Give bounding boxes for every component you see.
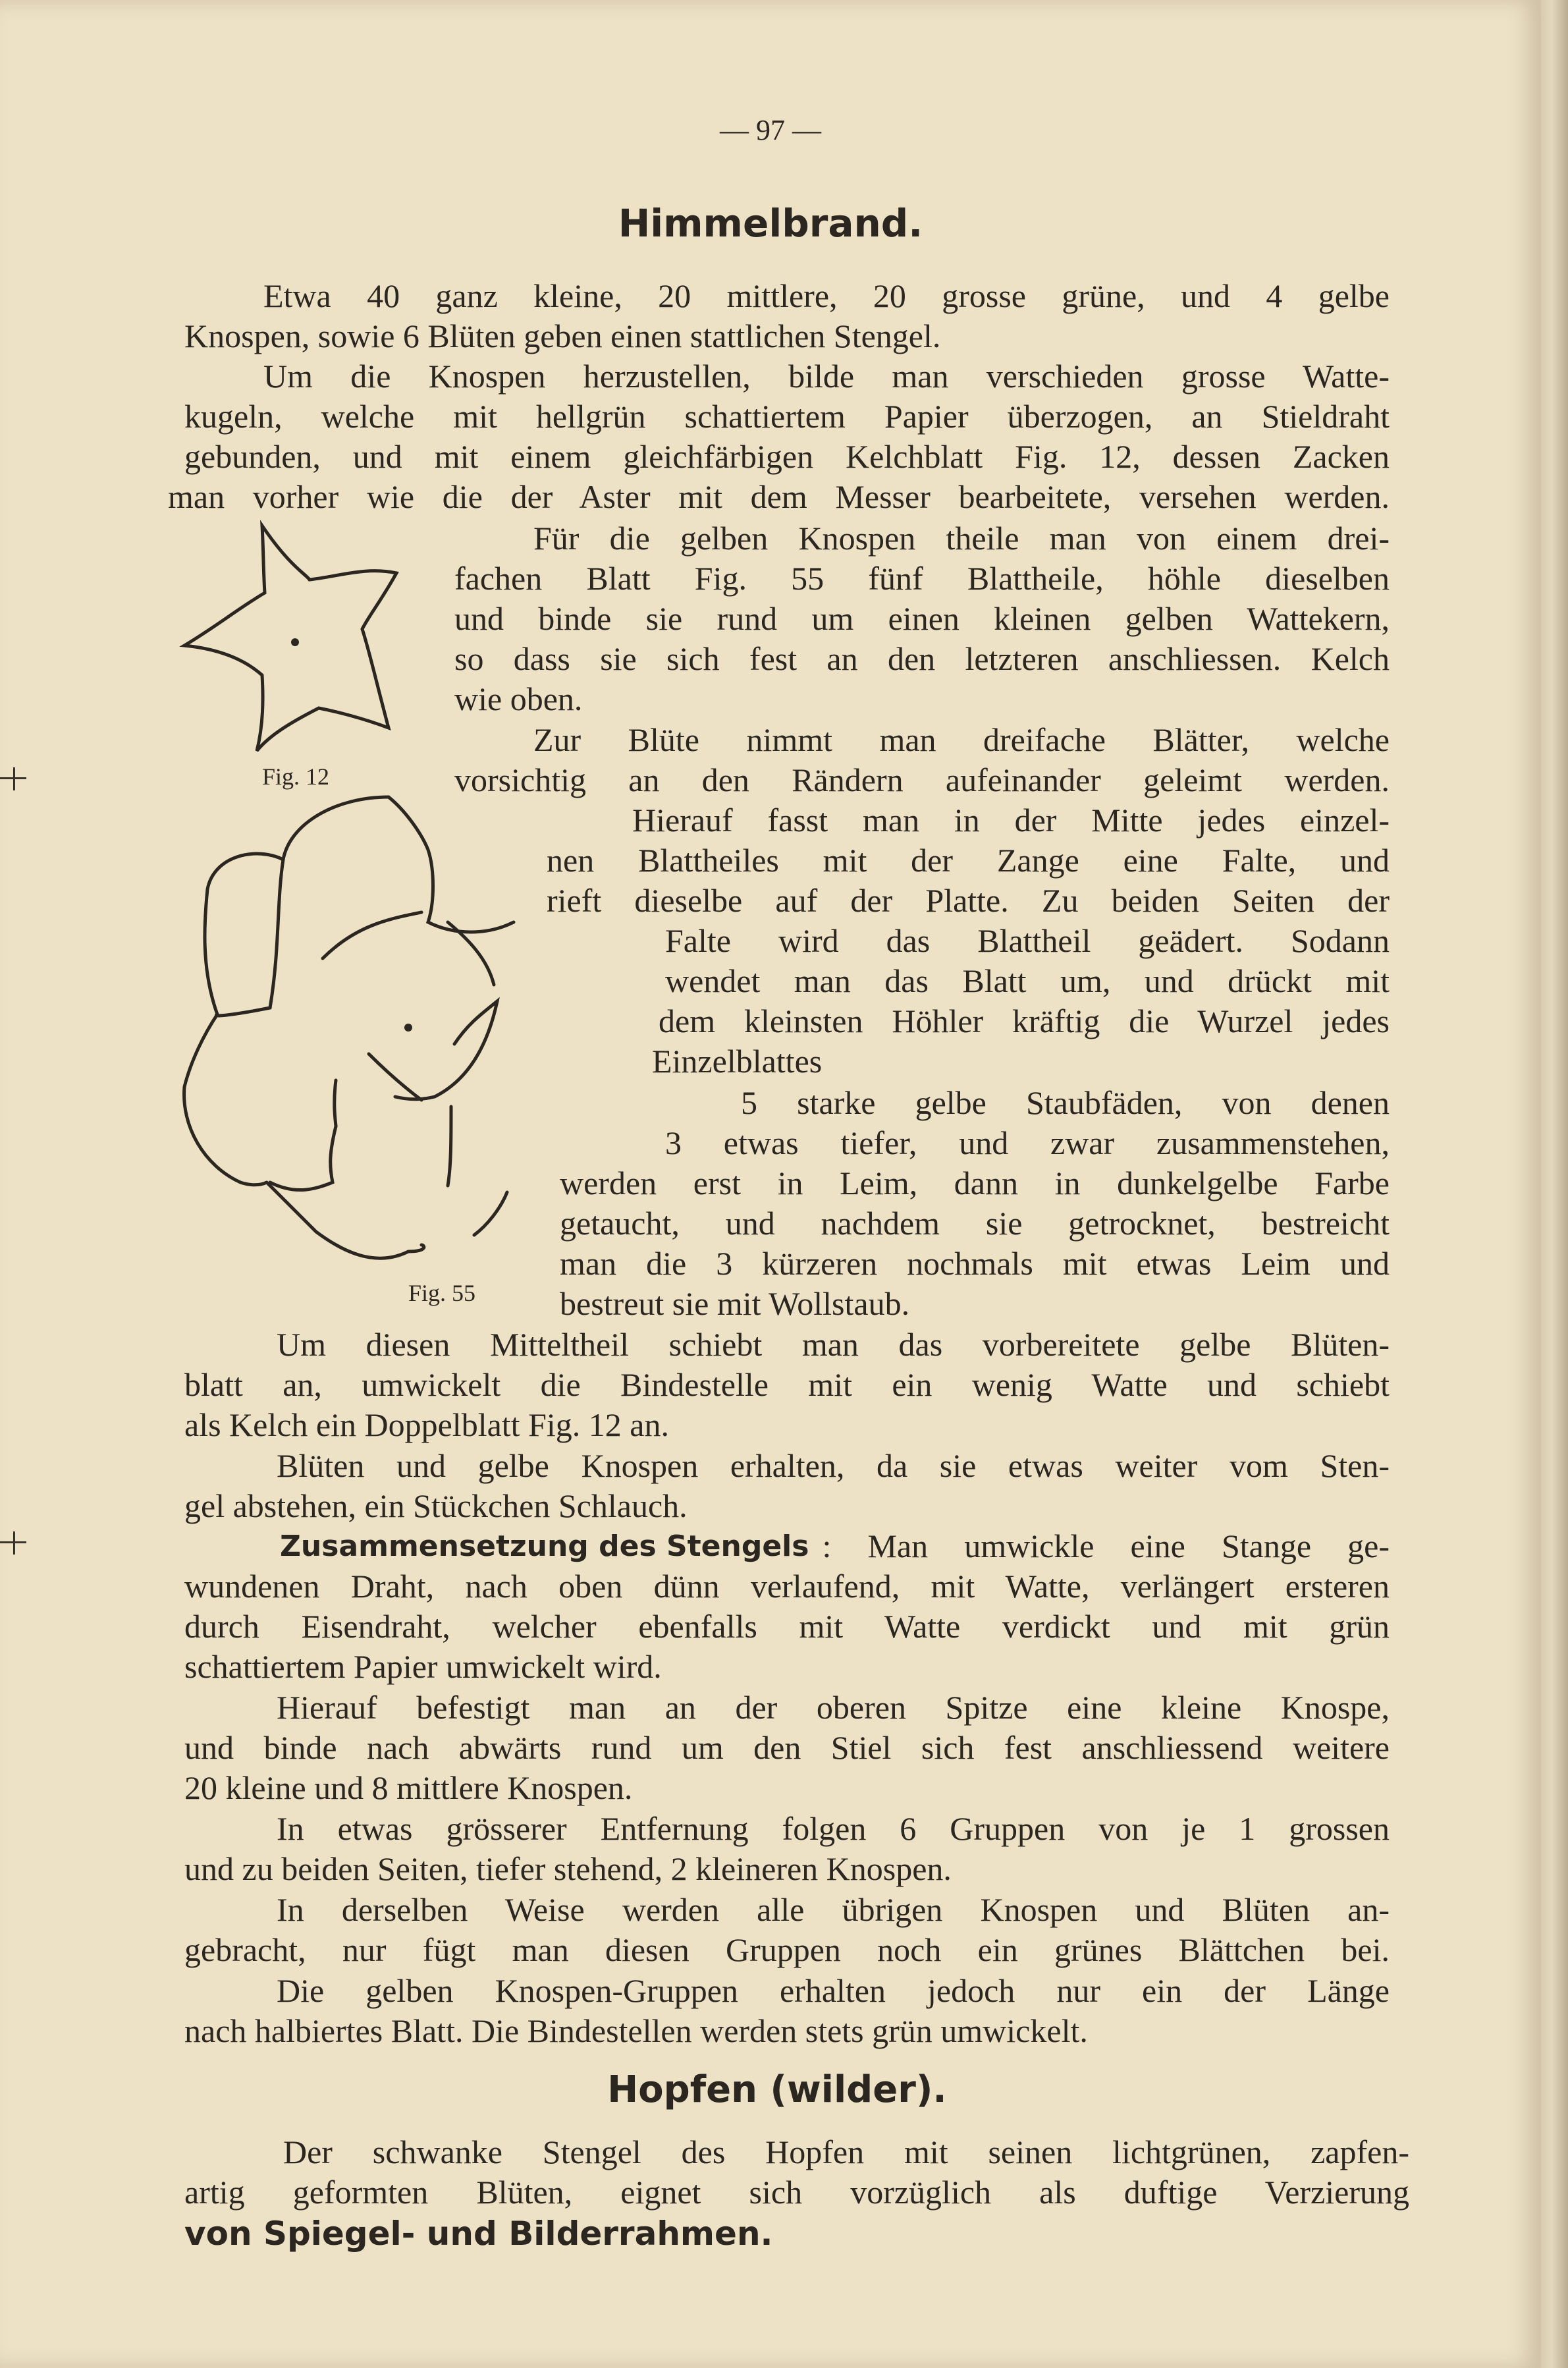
text-line: Für die gelben Knospen theile man von einem drei- (533, 520, 1390, 557)
text-line: Um diesen Mitteltheil schiebt man das vorbereitete gelbe Blüten- (277, 1326, 1390, 1363)
text-line: werden erst in Leim, dann in dunkelgelbe Farbe (560, 1165, 1390, 1201)
text-line: Zur Blüte nimmt man dreifache Blätter, welche (533, 721, 1390, 758)
text-line: dem kleinsten Höhler kräftig die Wurzel jedes (659, 1003, 1390, 1039)
text-line: Der schwanke Stengel des Hopfen mit seinen lichtgrünen, zapfen- (283, 2134, 1409, 2170)
text-line: von Spiegel- und Bilderrahmen. (184, 2215, 773, 2253)
text-line: wendet man das Blatt um, und drückt mit (665, 962, 1390, 999)
figure-caption: Fig. 55 (408, 1280, 476, 1306)
text-line: man die 3 kürzeren nochmals mit etwas Leim und (560, 1245, 1390, 1282)
page-edge (1541, 0, 1568, 2368)
subheading-stengel: Zusammensetzung des Stengels (280, 1529, 809, 1563)
text-line: man vorher wie die der Aster mit dem Messer bearbeitete, versehen werden. (168, 478, 1390, 515)
text-line: Die gelben Knospen-Gruppen erhalten jedoch nur ein der Länge (277, 1972, 1390, 2009)
text-line: gel abstehen, ein Stückchen Schlauch. (184, 1487, 688, 1524)
section-title-hopfen: Hopfen (wilder). (607, 2068, 947, 2111)
margin-tick (13, 1531, 15, 1555)
text-line: 5 starke gelbe Staubfäden, von denen (741, 1084, 1390, 1121)
calyx-figure-icon (178, 520, 441, 784)
text-line-fragment: : Man umwickle eine Stange ge- (822, 1528, 1390, 1564)
text-line: Falte wird das Blattheil geädert. Sodann (665, 922, 1390, 959)
text-line: nen Blattheiles mit der Zange eine Falte, und (547, 842, 1390, 879)
margin-tick (13, 767, 15, 790)
text-line (280, 1527, 1390, 1566)
text-line: wie oben. (454, 680, 583, 717)
section-title-himmelbrand: Himmelbrand. (618, 201, 923, 246)
text-line: Um die Knospen herzustellen, bilde man verschieden grosse Watte- (263, 358, 1390, 395)
figure-caption: Fig. 12 (262, 763, 330, 790)
text-line: blatt an, umwickelt die Bindestelle mit ein wenig Watte und schiebt (184, 1366, 1390, 1403)
text-line: nach halbiertes Blatt. Die Bindestellen werden stets grün umwickelt. (184, 2012, 1088, 2049)
text-line: fachen Blatt Fig. 55 fünf Blattheile, höhle dieselben (454, 560, 1390, 597)
text-line: 20 kleine und 8 mittlere Knospen. (184, 1769, 633, 1806)
text-line: kugeln, welche mit hellgrün schattiertem Papier überzogen, an Stieldraht (184, 398, 1390, 435)
page-number: — 97 — (720, 114, 821, 146)
text-line: getaucht, und nachdem sie getrocknet, bestreicht (560, 1205, 1390, 1242)
text-line: In etwas grösserer Entfernung folgen 6 Gruppen von je 1 grossen (277, 1810, 1390, 1847)
text-line: bestreut sie mit Wollstaub. (560, 1285, 910, 1322)
text-line: 3 etwas tiefer, und zwar zusammenstehen, (665, 1124, 1390, 1161)
text-line: gebunden, und mit einem gleichfärbigen Kelchblatt Fig. 12, dessen Zacken (184, 438, 1390, 475)
text-line: gebracht, nur fügt man diesen Gruppen noch ein grünes Blättchen bei. (184, 1931, 1390, 1968)
text-line: Hierauf befestigt man an der oberen Spitze eine kleine Knospe, (277, 1689, 1390, 1726)
text-line: Etwa 40 ganz kleine, 20 mittlere, 20 grosse grüne, und 4 gelbe (263, 277, 1390, 314)
text-line: als Kelch ein Doppelblatt Fig. 12 an. (184, 1406, 669, 1443)
text-line: artig geformten Blüten, eignet sich vorzüglich als duftige Verzierung (184, 2174, 1409, 2211)
text-line: und zu beiden Seiten, tiefer stehend, 2 kleineren Knospen. (184, 1850, 952, 1887)
text-line: so dass sie sich fest an den letzteren anschliessen. Kelch (454, 640, 1390, 677)
text-line: Knospen, sowie 6 Blüten geben einen stattlichen Stengel. (184, 317, 941, 354)
text-line: Einzelblattes (652, 1043, 823, 1080)
text-line: wundenen Draht, nach oben dünn verlaufend, mit Watte, verlängert ersteren (184, 1568, 1390, 1605)
text-line: durch Eisendraht, welcher ebenfalls mit Watte verdickt und mit grün (184, 1608, 1390, 1645)
text-line: und binde sie rund um einen kleinen gelben Wattekern, (454, 600, 1390, 637)
text-line: und binde nach abwärts rund um den Stiel sich fest anschliessend weitere (184, 1729, 1390, 1766)
text-line: vorsichtig an den Rändern aufeinander geleimt werden. (454, 761, 1390, 798)
text-line: schattiertem Papier umwickelt wird. (184, 1648, 662, 1685)
petal-figure-icon (178, 797, 573, 1271)
text-line: Hierauf fasst man in der Mitte jedes einzel- (632, 802, 1390, 839)
text-line: rieft dieselbe auf der Platte. Zu beiden Seiten der (547, 882, 1390, 919)
text-line: Blüten und gelbe Knospen erhalten, da sie etwas weiter vom Sten- (277, 1447, 1390, 1484)
text-line: In derselben Weise werden alle übrigen Knospen und Blüten an- (277, 1891, 1390, 1928)
